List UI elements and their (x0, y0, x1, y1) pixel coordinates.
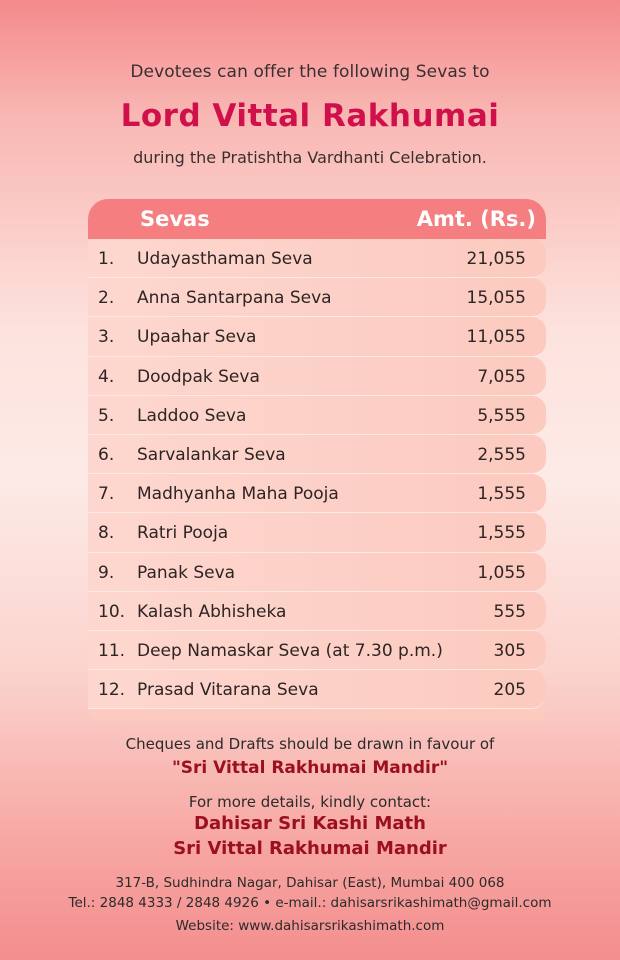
org-name-mandir: Sri Vittal Rakhumai Mandir (173, 838, 447, 859)
seva-amount: 15,055 (466, 288, 526, 309)
seva-name: Laddoo Seva (137, 405, 247, 426)
table-footer (88, 709, 546, 721)
seva-name: Panak Seva (137, 562, 236, 583)
seva-number: 12. (98, 680, 126, 701)
table-row (88, 474, 546, 513)
org-name-math: Dahisar Sri Kashi Math (194, 813, 426, 834)
seva-amount: 5,555 (477, 405, 526, 426)
seva-number: 8. (98, 523, 115, 544)
address: 317-B, Sudhindra Nagar, Dahisar (East), Mumbai 400 068 (115, 875, 505, 891)
seva-amount: 555 (493, 601, 526, 622)
table-body (88, 239, 546, 709)
seva-number: 10. (98, 601, 126, 622)
table-row (88, 435, 546, 474)
contact-lead: For more details, kindly contact: (188, 793, 432, 811)
seva-number: 5. (98, 405, 115, 426)
column-header-amount: Amt. (Rs.) (416, 207, 536, 231)
seva-table (88, 199, 546, 721)
table-row (88, 670, 546, 709)
table-row (88, 513, 546, 552)
seva-amount: 2,555 (477, 444, 526, 465)
column-header-sevas: Sevas (140, 207, 210, 231)
seva-number: 11. (98, 640, 126, 661)
seva-number: 4. (98, 366, 115, 387)
seva-name: Doodpak Seva (137, 366, 260, 387)
seva-name: Deep Namaskar Seva (at 7.30 p.m.) (137, 640, 443, 661)
seva-name: Kalash Abhisheka (137, 601, 287, 622)
seva-number: 1. (98, 249, 115, 269)
seva-number: 9. (98, 562, 115, 583)
table-row (88, 357, 546, 396)
table-row (88, 278, 546, 317)
seva-number: 2. (98, 288, 115, 309)
website: Website: www.dahisarsrikashimath.com (175, 918, 445, 934)
seva-amount: 205 (493, 680, 526, 701)
intro-text: Devotees can offer the following Sevas to (130, 62, 490, 82)
deity-title: Lord Vittal Rakhumai (120, 98, 500, 134)
seva-name: Anna Santarpana Seva (137, 288, 332, 309)
phone-email: Tel.: 2848 4333 / 2848 4926 • e-mail.: dahisarsrikashimath@gmail.com (68, 895, 552, 911)
seva-number: 3. (98, 327, 115, 348)
seva-amount: 7,055 (477, 366, 526, 387)
seva-name: Udayasthaman Seva (137, 249, 313, 269)
seva-amount: 21,055 (466, 249, 526, 269)
seva-number: 6. (98, 444, 115, 465)
seva-name: Sarvalankar Seva (137, 444, 286, 465)
seva-amount: 1,555 (477, 484, 526, 505)
table-row (88, 631, 546, 670)
table-row (88, 553, 546, 592)
table-header (88, 199, 546, 239)
cheque-note: Cheques and Drafts should be drawn in favour of (125, 735, 495, 753)
seva-number: 7. (98, 484, 115, 505)
seva-amount: 305 (493, 640, 526, 661)
table-row (88, 239, 546, 278)
table-row (88, 317, 546, 356)
seva-name: Upaahar Seva (137, 327, 257, 348)
seva-amount: 11,055 (466, 327, 526, 348)
seva-name: Ratri Pooja (137, 523, 229, 544)
seva-amount: 1,555 (477, 523, 526, 544)
seva-name: Madhyanha Maha Pooja (137, 484, 339, 505)
payee-name: "Sri Vittal Rakhumai Mandir" (171, 758, 449, 778)
table-row (88, 592, 546, 631)
occasion-text: during the Pratishtha Vardhanti Celebration. (133, 148, 487, 167)
seva-name: Prasad Vitarana Seva (137, 680, 319, 701)
seva-amount: 1,055 (477, 562, 526, 583)
table-row (88, 396, 546, 435)
